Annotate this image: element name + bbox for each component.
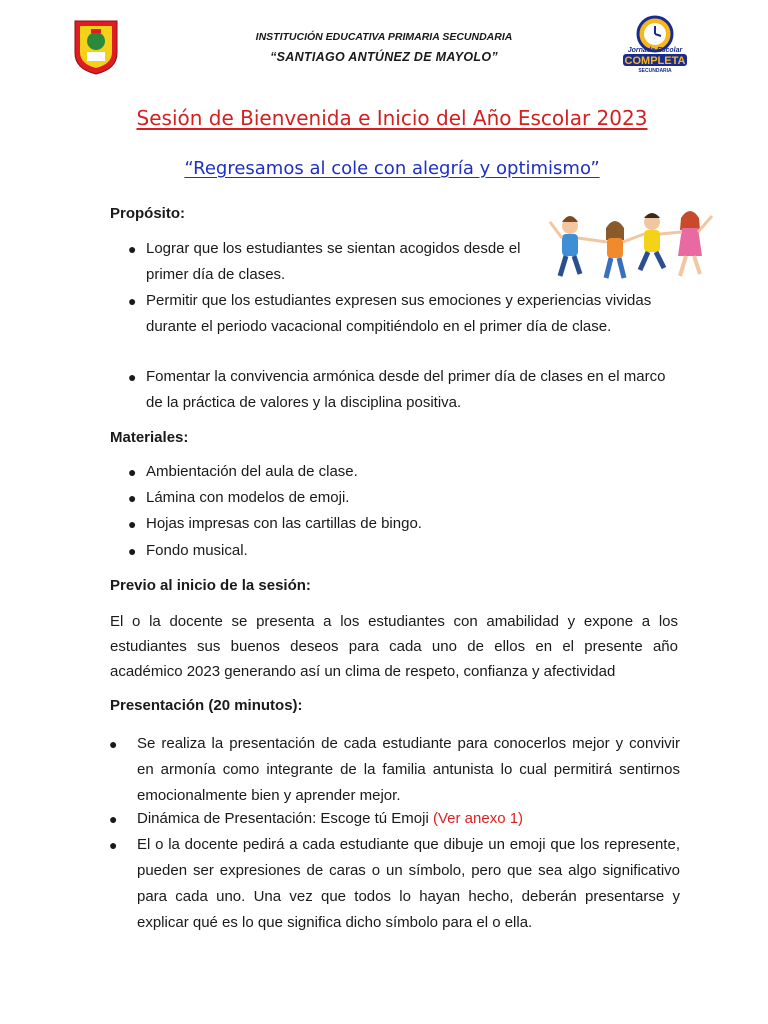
jornada-escolar-completa-logo xyxy=(617,14,693,74)
bullet-icon: ● xyxy=(128,464,137,480)
list-item-text: Ambientación del aula de clase. xyxy=(146,463,358,480)
section-heading-previo: Previo al inicio de la sesión: xyxy=(110,577,311,594)
bullet-icon: ● xyxy=(109,736,118,752)
section-heading-presentacion: Presentación (20 minutos): xyxy=(110,697,303,714)
list-item xyxy=(128,511,681,537)
list-item-text: Se realiza la presentación de cada estudiante para conocerlos mejor y convivir en armonía como integrante de la familia antunista lo cual permitirá sentirnos emocionalmente bien y aprender mejor. xyxy=(137,735,680,804)
institution-name-line2: “SANTIAGO ANTÚNEZ DE MAYOLO” xyxy=(270,50,498,64)
annex-reference-link[interactable]: (Ver anexo 1) xyxy=(432,810,524,827)
list-item xyxy=(128,538,681,564)
list-item xyxy=(128,485,681,511)
institution-name-line1: INSTITUCIÓN EDUCATIVA PRIMARIA SECUNDARIA xyxy=(255,31,513,43)
list-item xyxy=(128,364,681,416)
list-item-text: Lograr que los estudiantes se sientan acogidos desde el primer día de clases. xyxy=(146,240,521,283)
logo-text-completa: COMPLETA xyxy=(624,55,686,67)
section-heading-proposito: Propósito: xyxy=(110,205,185,222)
page-title: Sesión de Bienvenida e Inicio del Año Escolar 2023 xyxy=(136,106,648,130)
list-item xyxy=(109,731,680,809)
page-subtitle: “Regresamos al cole con alegría y optimismo” xyxy=(184,158,600,179)
list-item-text: Fomentar la convivencia armónica desde del primer día de clases en el marco de la práctica de valores y la disciplina positiva. xyxy=(146,368,666,411)
bullet-icon: ● xyxy=(109,837,118,853)
list-item xyxy=(109,832,680,936)
list-item-text: Hojas impresas con las cartillas de bingo. xyxy=(146,515,422,532)
bullet-icon: ● xyxy=(128,543,137,559)
list-item xyxy=(128,236,531,288)
logo-text-jornada: Jornada Escolar xyxy=(627,47,683,54)
bullet-icon: ● xyxy=(128,516,137,532)
list-item xyxy=(109,806,680,832)
list-item-text: Fondo musical. xyxy=(146,542,248,559)
bullet-icon: ● xyxy=(128,293,137,309)
list-item xyxy=(128,459,681,485)
list-item-text: Permitir que los estudiantes expresen sus emociones y experiencias vividas durante el periodo vacacional compitiéndolo en el primer día de clase. xyxy=(146,292,652,335)
bullet-icon: ● xyxy=(128,241,137,257)
bullet-icon: ● xyxy=(128,490,137,506)
list-item-text: Lámina con modelos de emoji. xyxy=(146,489,350,506)
school-crest-logo xyxy=(73,19,119,75)
previo-paragraph: El o la docente se presenta a los estudiantes con amabilidad y expone a los estudiantes sus buenos deseos para cada uno de ellos en el presente año académico 2023 generando así un clima de respeto, confianza y afectividad xyxy=(110,613,678,680)
logo-text-secundaria: SECUNDARIA xyxy=(638,68,672,74)
bullet-icon: ● xyxy=(128,369,137,385)
list-item-text: El o la docente pedirá a cada estudiante que dibuje un emoji que los represente, pueden ser expresiones de caras o un símbolo, pero que sea algo significativo para cada uno. Una vez que todos lo hayan hecho, deberán presentarse y explicar qué es lo que significa dicho símbolo para el o ella. xyxy=(137,836,680,931)
list-item-text: Dinámica de Presentación: Escoge tú Emoji xyxy=(137,810,433,827)
section-heading-materiales: Materiales: xyxy=(110,429,189,446)
bullet-icon: ● xyxy=(109,811,118,827)
jumping-kids-illustration xyxy=(540,196,722,296)
list-item xyxy=(128,288,681,340)
